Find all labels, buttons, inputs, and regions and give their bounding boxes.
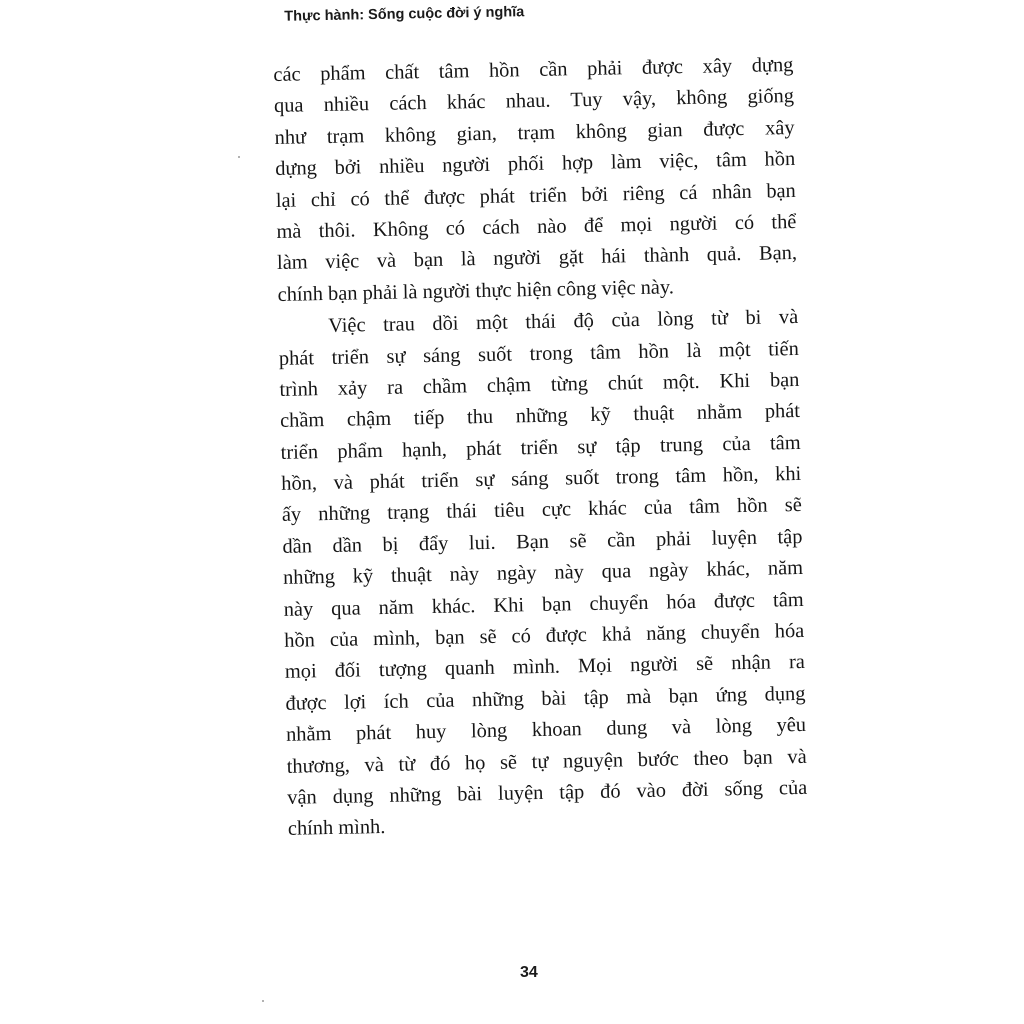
text-line: phát triển sự sáng suốt trong tâm hồn là một tiến xyxy=(278,337,799,370)
text-line: được lợi ích của những bài tập mà bạn ứng dụng xyxy=(285,682,806,715)
page-number: 34 xyxy=(520,964,538,981)
running-header: Thực hành: Sống cuộc đời ý nghĩa xyxy=(284,4,525,25)
text-line: trình xảy ra chầm chậm từng chút một. Khi bạn xyxy=(279,368,800,401)
text-line: Việc trau dồi một thái độ của lòng từ bi và xyxy=(328,306,799,338)
text-line: ấy những trạng thái tiêu cực khác của tâm hồn sẽ xyxy=(281,494,803,527)
text-line: dần dần bị đẩy lui. Bạn sẽ cần phải luyện tập xyxy=(282,525,803,558)
text-line: các phẩm chất tâm hồn cần phải được xây dựng xyxy=(273,54,794,86)
text-line: qua nhiều cách khác nhau. Tuy vậy, không giống xyxy=(273,85,795,118)
scan-speck xyxy=(262,1000,264,1002)
text-line: thương, và từ đó họ sẽ tự nguyện bước theo bạn và xyxy=(286,745,807,778)
text-line: này qua năm khác. Khi bạn chuyển hóa được tâm xyxy=(283,588,804,621)
text-line: dựng bởi nhiều người phối hợp làm việc, tâm hồn xyxy=(275,148,796,181)
text-line: chính bạn phải là người thực hiện công việc này. xyxy=(277,276,675,306)
text-line: những kỹ thuật này ngày này qua ngày khác, năm xyxy=(282,557,804,590)
paragraph xyxy=(278,302,808,846)
body-text xyxy=(273,50,808,846)
text-line: như trạm không gian, trạm không gian được xây xyxy=(274,116,795,149)
text-line: hồn của mình, bạn sẽ có được khả năng chuyển hóa xyxy=(284,619,805,652)
text-line: mọi đối tượng quanh mình. Mọi người sẽ nhận ra xyxy=(284,651,806,684)
text-line: hồn, và phát triển sự sáng suốt trong tâm hồn, khi xyxy=(281,463,802,495)
text-line: vận dụng những bài luyện tập đó vào đời sống của xyxy=(287,776,808,809)
text-line: chính mình. xyxy=(287,816,386,841)
text-line: chầm chậm tiếp thu những kỹ thuật nhằm phát xyxy=(279,400,801,433)
text-line: nhằm phát huy lòng khoan dung và lòng yêu xyxy=(285,714,807,747)
text-line: lại chỉ có thể được phát triển bởi riêng cá nhân bạn xyxy=(275,179,796,212)
text-line: triển phẩm hạnh, phát triển sự tập trung của tâm xyxy=(280,431,801,464)
text-line: làm việc và bạn là người gặt hái thành quả. Bạn, xyxy=(276,242,798,275)
text-line: mà thôi. Không có cách nào để mọi người có thể xyxy=(276,210,797,243)
scan-speck xyxy=(238,156,240,158)
paragraph xyxy=(273,50,798,311)
